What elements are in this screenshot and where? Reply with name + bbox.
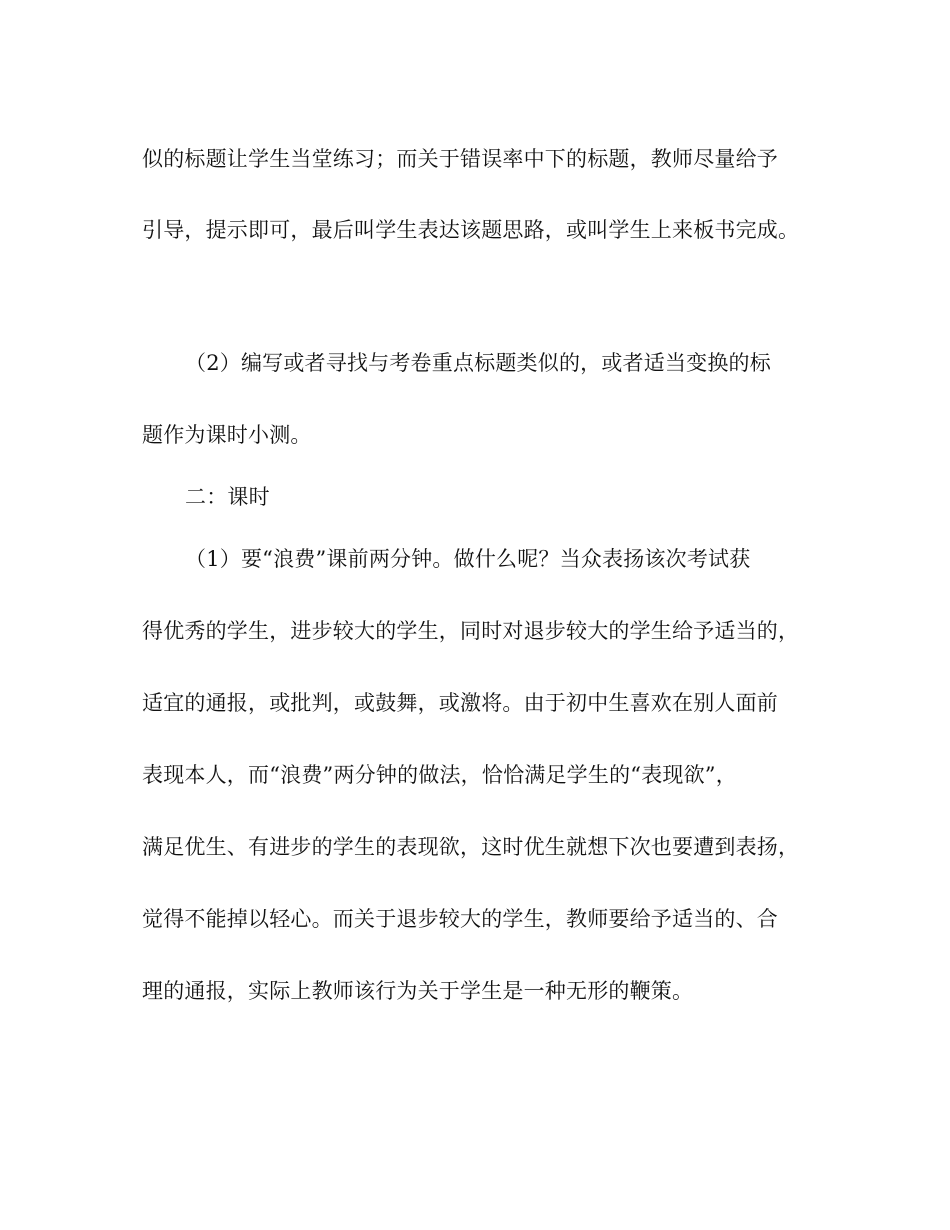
paragraph-line: 引导，提示即可，最后叫学生表达该题思路，或叫学生上来板书完成。 — [142, 218, 800, 242]
paragraph-line: 满足优生、有进步的学生的表现欲，这时优生就想下次也要遭到表扬， — [142, 835, 800, 859]
paragraph-line: 题作为课时小测。 — [142, 423, 312, 447]
paragraph-line: 得优秀的学生，进步较大的学生，同时对退步较大的学生给予适当的， — [142, 619, 800, 643]
paragraph-line: 表现本人，而“浪费”两分钟的做法，恰恰满足学生的“表现欲”， — [142, 763, 737, 787]
paragraph-line: 理的通报，实际上教师该行为关于学生是一种无形的鞭策。 — [142, 979, 694, 1003]
paragraph-line: 适宜的通报，或批判，或鼓舞，或激将。由于初中生喜欢在别人面前 — [142, 691, 778, 715]
section-heading: 二：课时 — [185, 485, 270, 509]
paragraph-line: （2）编写或者寻找与考卷重点标题类似的，或者适当变换的标 — [185, 351, 771, 375]
paragraph-line: （1）要“浪费”课前两分钟。做什么呢？当众表扬该次考试获 — [185, 547, 751, 571]
paragraph-line: 觉得不能掉以轻心。而关于退步较大的学生，教师要给予适当的、合 — [142, 907, 778, 931]
paragraph-line: 似的标题让学生当堂练习；而关于错误率中下的标题，教师尽量给予 — [142, 147, 778, 171]
